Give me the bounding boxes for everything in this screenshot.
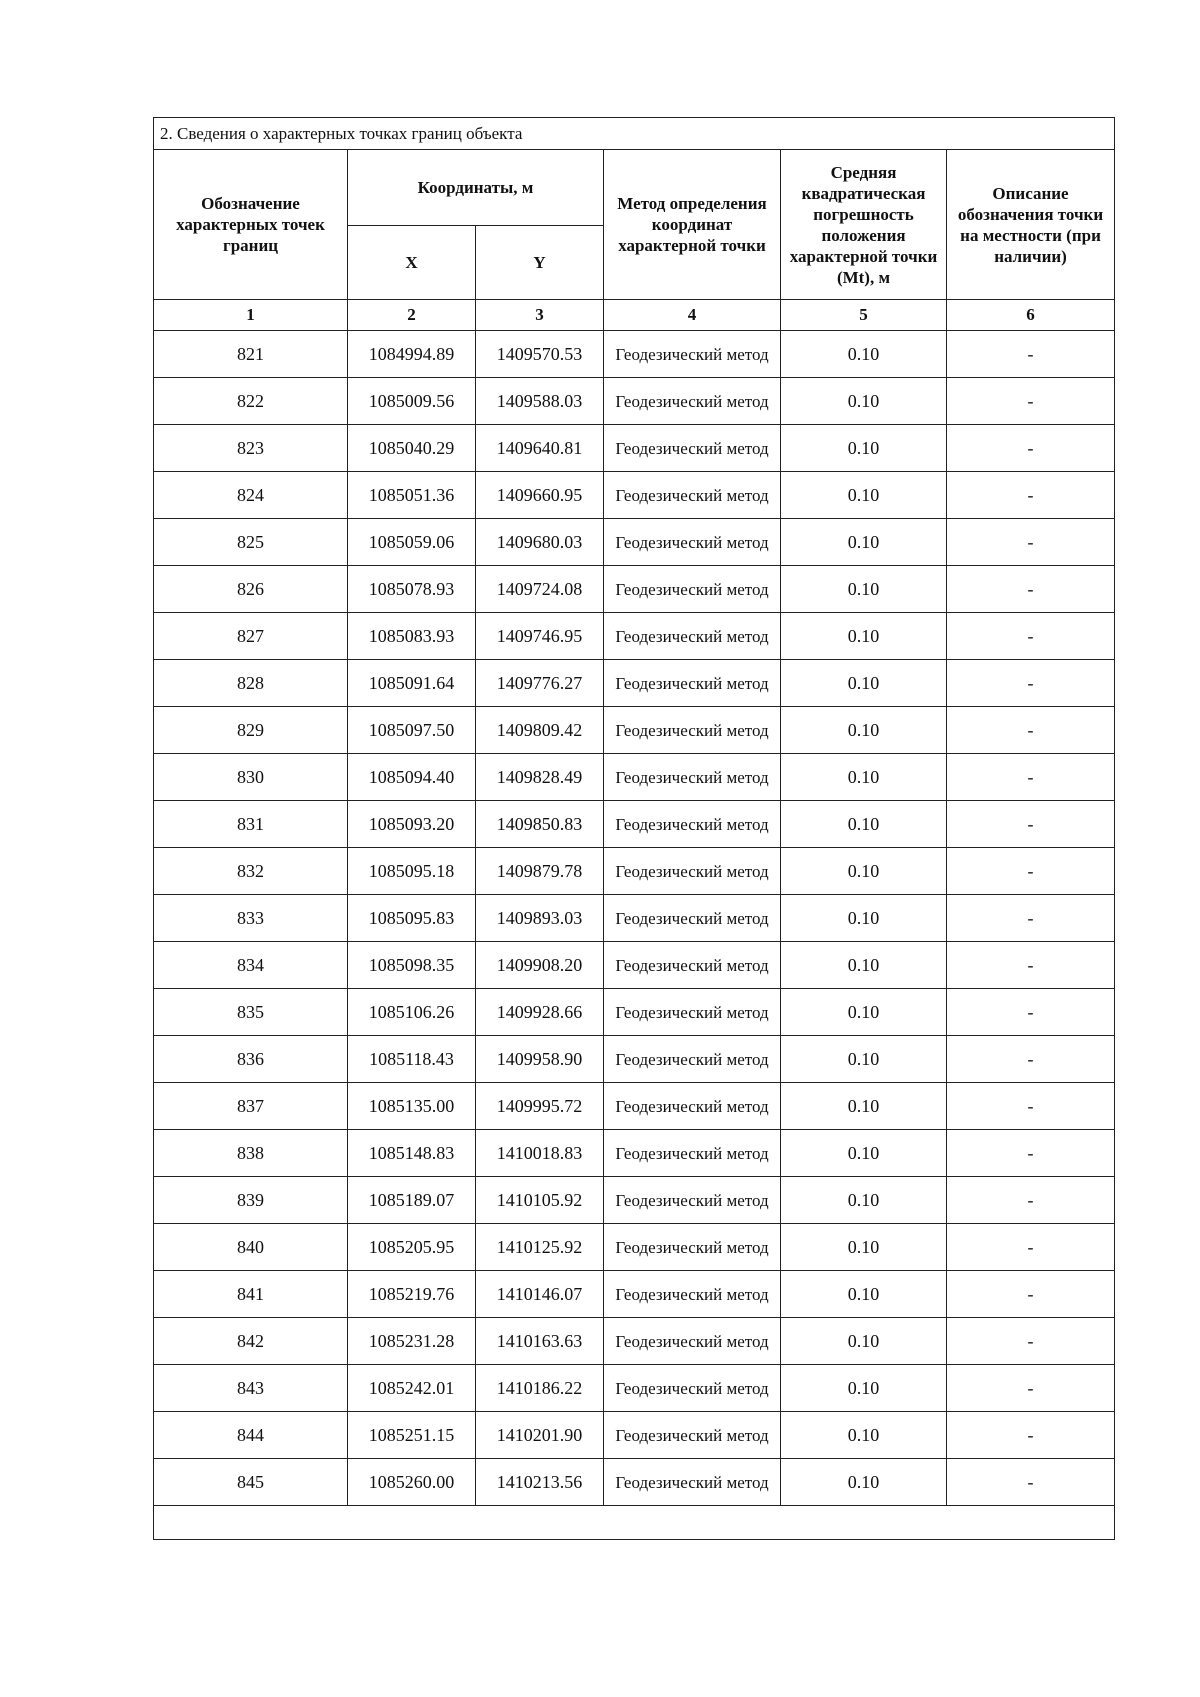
cell-method: Геодезический метод [604, 660, 781, 707]
cell-x: 1085106.26 [348, 989, 476, 1036]
cell-description: - [947, 1130, 1115, 1177]
table-row [154, 1459, 1115, 1506]
cell-method: Геодезический метод [604, 707, 781, 754]
table-row [154, 1036, 1115, 1083]
cell-point: 837 [154, 1083, 348, 1130]
cell-method: Геодезический метод [604, 1318, 781, 1365]
header-x: X [348, 226, 476, 300]
cell-point: 845 [154, 1459, 348, 1506]
table-row [154, 848, 1115, 895]
cell-x: 1085091.64 [348, 660, 476, 707]
cell-y: 1409640.81 [476, 425, 604, 472]
cell-error: 0.10 [781, 378, 947, 425]
cell-x: 1085051.36 [348, 472, 476, 519]
cell-method: Геодезический метод [604, 378, 781, 425]
cell-x: 1085095.18 [348, 848, 476, 895]
cell-method: Геодезический метод [604, 848, 781, 895]
cell-y: 1409828.49 [476, 754, 604, 801]
cell-description: - [947, 989, 1115, 1036]
cell-method: Геодезический метод [604, 1036, 781, 1083]
cell-point: 824 [154, 472, 348, 519]
cell-method: Геодезический метод [604, 1224, 781, 1271]
cell-point: 821 [154, 331, 348, 378]
cell-error: 0.10 [781, 519, 947, 566]
column-numbers-row [154, 300, 1115, 331]
cell-method: Геодезический метод [604, 989, 781, 1036]
table-row [154, 1224, 1115, 1271]
cell-point: 841 [154, 1271, 348, 1318]
cell-x: 1085135.00 [348, 1083, 476, 1130]
cell-point: 826 [154, 566, 348, 613]
header-coordinates: Координаты, м [348, 150, 604, 226]
cell-description: - [947, 1365, 1115, 1412]
cell-point: 835 [154, 989, 348, 1036]
cell-y: 1409809.42 [476, 707, 604, 754]
cell-x: 1085093.20 [348, 801, 476, 848]
cell-error: 0.10 [781, 1271, 947, 1318]
header-method: Метод определения координат характерной точки [604, 150, 781, 300]
cell-description: - [947, 942, 1115, 989]
cell-method: Геодезический метод [604, 425, 781, 472]
table-row [154, 801, 1115, 848]
cell-description: - [947, 848, 1115, 895]
table-row [154, 378, 1115, 425]
cell-description: - [947, 472, 1115, 519]
cell-y: 1409879.78 [476, 848, 604, 895]
cell-error: 0.10 [781, 1318, 947, 1365]
cell-x: 1085083.93 [348, 613, 476, 660]
cell-x: 1085098.35 [348, 942, 476, 989]
cell-description: - [947, 1177, 1115, 1224]
cell-method: Геодезический метод [604, 566, 781, 613]
cell-y: 1409850.83 [476, 801, 604, 848]
table-row [154, 1365, 1115, 1412]
table-row [154, 754, 1115, 801]
cell-error: 0.10 [781, 942, 947, 989]
column-number: 2 [348, 300, 476, 331]
cell-y: 1410201.90 [476, 1412, 604, 1459]
cell-description: - [947, 425, 1115, 472]
cell-y: 1409660.95 [476, 472, 604, 519]
cell-x: 1085078.93 [348, 566, 476, 613]
cell-y: 1409776.27 [476, 660, 604, 707]
cell-method: Геодезический метод [604, 801, 781, 848]
cell-description: - [947, 519, 1115, 566]
cell-error: 0.10 [781, 1036, 947, 1083]
column-number: 6 [947, 300, 1115, 331]
cell-x: 1085040.29 [348, 425, 476, 472]
cell-error: 0.10 [781, 801, 947, 848]
cell-method: Геодезический метод [604, 754, 781, 801]
header-error: Средняя квадратическая погрешность положения характерной точки (Mt), м [781, 150, 947, 300]
cell-point: 832 [154, 848, 348, 895]
cell-description: - [947, 801, 1115, 848]
cell-x: 1085009.56 [348, 378, 476, 425]
table-row [154, 613, 1115, 660]
cell-description: - [947, 378, 1115, 425]
cell-point: 828 [154, 660, 348, 707]
cell-point: 836 [154, 1036, 348, 1083]
cell-point: 829 [154, 707, 348, 754]
table-row [154, 895, 1115, 942]
cell-x: 1085205.95 [348, 1224, 476, 1271]
cell-y: 1410146.07 [476, 1271, 604, 1318]
cell-point: 844 [154, 1412, 348, 1459]
cell-error: 0.10 [781, 1459, 947, 1506]
cell-description: - [947, 1459, 1115, 1506]
cell-y: 1410213.56 [476, 1459, 604, 1506]
table-row [154, 942, 1115, 989]
table-row [154, 660, 1115, 707]
cell-error: 0.10 [781, 472, 947, 519]
cell-point: 838 [154, 1130, 348, 1177]
table-row [154, 519, 1115, 566]
cell-y: 1410125.92 [476, 1224, 604, 1271]
cell-description: - [947, 707, 1115, 754]
cell-error: 0.10 [781, 660, 947, 707]
table-row [154, 707, 1115, 754]
cell-error: 0.10 [781, 989, 947, 1036]
cell-y: 1409928.66 [476, 989, 604, 1036]
cell-method: Геодезический метод [604, 331, 781, 378]
cell-error: 0.10 [781, 895, 947, 942]
column-number: 3 [476, 300, 604, 331]
cell-description: - [947, 331, 1115, 378]
cell-x: 1085231.28 [348, 1318, 476, 1365]
cell-error: 0.10 [781, 331, 947, 378]
cell-method: Геодезический метод [604, 472, 781, 519]
table-row [154, 566, 1115, 613]
cell-method: Геодезический метод [604, 1412, 781, 1459]
cell-point: 825 [154, 519, 348, 566]
cell-point: 833 [154, 895, 348, 942]
cell-point: 834 [154, 942, 348, 989]
cell-y: 1409570.53 [476, 331, 604, 378]
cell-error: 0.10 [781, 613, 947, 660]
table-row [154, 1177, 1115, 1224]
table-row [154, 1130, 1115, 1177]
cell-point: 843 [154, 1365, 348, 1412]
table-row [154, 1083, 1115, 1130]
cell-y: 1410018.83 [476, 1130, 604, 1177]
table-row [154, 1412, 1115, 1459]
cell-method: Геодезический метод [604, 895, 781, 942]
cell-method: Геодезический метод [604, 1271, 781, 1318]
cell-point: 842 [154, 1318, 348, 1365]
cell-y: 1410105.92 [476, 1177, 604, 1224]
document-sheet [153, 117, 1114, 1540]
cell-description: - [947, 1083, 1115, 1130]
cell-x: 1085094.40 [348, 754, 476, 801]
cell-x: 1085148.83 [348, 1130, 476, 1177]
column-number: 1 [154, 300, 348, 331]
cell-error: 0.10 [781, 754, 947, 801]
cell-x: 1085251.15 [348, 1412, 476, 1459]
cell-point: 822 [154, 378, 348, 425]
cell-x: 1085118.43 [348, 1036, 476, 1083]
cell-point: 839 [154, 1177, 348, 1224]
cell-error: 0.10 [781, 425, 947, 472]
cell-description: - [947, 1271, 1115, 1318]
cell-point: 827 [154, 613, 348, 660]
cell-description: - [947, 1036, 1115, 1083]
cell-method: Геодезический метод [604, 519, 781, 566]
empty-footer-cell [154, 1506, 1115, 1540]
cell-x: 1085219.76 [348, 1271, 476, 1318]
cell-method: Геодезический метод [604, 942, 781, 989]
cell-method: Геодезический метод [604, 1365, 781, 1412]
cell-method: Геодезический метод [604, 1459, 781, 1506]
cell-y: 1409680.03 [476, 519, 604, 566]
header-point: Обозначение характерных точек границ [154, 150, 348, 300]
cell-point: 823 [154, 425, 348, 472]
cell-x: 1085242.01 [348, 1365, 476, 1412]
cell-point: 830 [154, 754, 348, 801]
cell-y: 1409908.20 [476, 942, 604, 989]
table-row [154, 1271, 1115, 1318]
cell-x: 1084994.89 [348, 331, 476, 378]
cell-description: - [947, 1412, 1115, 1459]
cell-y: 1409746.95 [476, 613, 604, 660]
cell-error: 0.10 [781, 1412, 947, 1459]
cell-x: 1085260.00 [348, 1459, 476, 1506]
table-row [154, 989, 1115, 1036]
column-number: 5 [781, 300, 947, 331]
cell-description: - [947, 566, 1115, 613]
cell-y: 1409724.08 [476, 566, 604, 613]
table-row [154, 425, 1115, 472]
cell-x: 1085189.07 [348, 1177, 476, 1224]
cell-x: 1085095.83 [348, 895, 476, 942]
header-description: Описание обозначения точки на местности (при наличии) [947, 150, 1115, 300]
cell-y: 1409588.03 [476, 378, 604, 425]
cell-description: - [947, 895, 1115, 942]
cell-error: 0.10 [781, 1130, 947, 1177]
cell-error: 0.10 [781, 1177, 947, 1224]
table-row [154, 331, 1115, 378]
cell-error: 0.10 [781, 1083, 947, 1130]
cell-description: - [947, 1318, 1115, 1365]
cell-method: Геодезический метод [604, 1130, 781, 1177]
cell-y: 1409958.90 [476, 1036, 604, 1083]
header-y: Y [476, 226, 604, 300]
cell-x: 1085097.50 [348, 707, 476, 754]
cell-error: 0.10 [781, 1365, 947, 1412]
column-number: 4 [604, 300, 781, 331]
cell-description: - [947, 613, 1115, 660]
cell-error: 0.10 [781, 566, 947, 613]
cell-description: - [947, 754, 1115, 801]
cell-error: 0.10 [781, 707, 947, 754]
cell-y: 1409995.72 [476, 1083, 604, 1130]
cell-description: - [947, 660, 1115, 707]
table-row [154, 1318, 1115, 1365]
empty-footer-row [154, 1506, 1115, 1540]
cell-method: Геодезический метод [604, 613, 781, 660]
section-title: 2. Сведения о характерных точках границ объекта [154, 118, 1115, 150]
cell-point: 840 [154, 1224, 348, 1271]
cell-error: 0.10 [781, 848, 947, 895]
cell-method: Геодезический метод [604, 1083, 781, 1130]
cell-y: 1409893.03 [476, 895, 604, 942]
cell-y: 1410163.63 [476, 1318, 604, 1365]
cell-x: 1085059.06 [348, 519, 476, 566]
cell-error: 0.10 [781, 1224, 947, 1271]
table-row [154, 472, 1115, 519]
cell-point: 831 [154, 801, 348, 848]
cell-y: 1410186.22 [476, 1365, 604, 1412]
cell-method: Геодезический метод [604, 1177, 781, 1224]
boundary-points-table [153, 117, 1115, 1540]
cell-description: - [947, 1224, 1115, 1271]
